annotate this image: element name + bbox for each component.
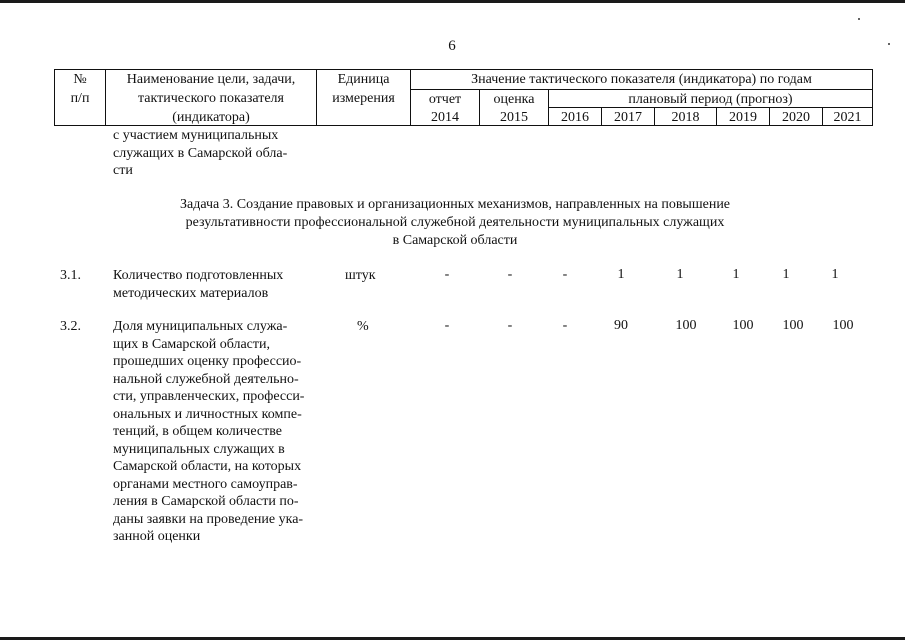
row-value: 1 [831,267,839,282]
row-value: 1 [782,267,790,282]
header-year: 2017 [614,110,642,125]
row-name: Доля муниципальных служа- щих в Самарской области, прошедших оценку профессио- нальной служебной деятельно- сти, управленческих, професси- ональных и личностных компе- тенций, в общем количестве муниципальных служащих в Самарской области, на которых органами местного самоуправ- ления в Самарской области по- даны заявки на проведение ука- занной оценки [113,319,305,544]
row-value: - [507,267,513,282]
row-value: 1 [676,267,684,282]
row-value: 1 [617,267,625,282]
row-unit: % [357,319,369,334]
header-year: 2020 [782,110,810,125]
row-value: - [444,267,450,282]
row-name: Количество подготовленных методических материалов [113,268,284,301]
header-year: 2016 [561,110,589,125]
page-number: 6 [448,38,456,54]
scan-speck [888,43,890,45]
row-value: 100 [675,318,697,333]
header-values-title: Значение тактического показателя (индикатора) по годам [471,72,812,87]
continuation-text: с участием муниципальных служащих в Самарской обла- сти [113,128,288,178]
row-number: 3.1. [60,268,81,283]
row-value: 100 [782,318,804,333]
row-value: 100 [732,318,754,333]
header-unit: Единица измерения [332,72,395,106]
row-value: - [562,267,568,282]
row-unit: штук [345,268,376,283]
row-value: 1 [732,267,740,282]
row-value: 90 [614,318,628,333]
header-year: 2018 [671,110,700,125]
header-year: 2019 [729,110,757,125]
row-number: 3.2. [60,319,81,334]
header-report: отчет 2014 [428,92,462,125]
row-value: - [507,318,513,333]
header-name: Наименование цели, задачи, тактического показателя (индикатора) [126,72,296,125]
header-plan-period: плановый период (прогноз) [628,92,793,107]
header-number: № п/п [70,72,90,106]
task-title: Задача 3. Создание правовых и организационных механизмов, направленных на повышение результативности профессиональной служебной деятельности муниципальных служащих в Самарской области [179,197,731,248]
row-value: - [444,318,450,333]
header-year: 2021 [833,110,862,125]
header-estimate: оценка 2015 [493,92,535,125]
scan-speck [858,18,860,20]
row-value: 100 [832,318,854,333]
scan-border-top [0,0,905,3]
row-value: - [562,318,568,333]
